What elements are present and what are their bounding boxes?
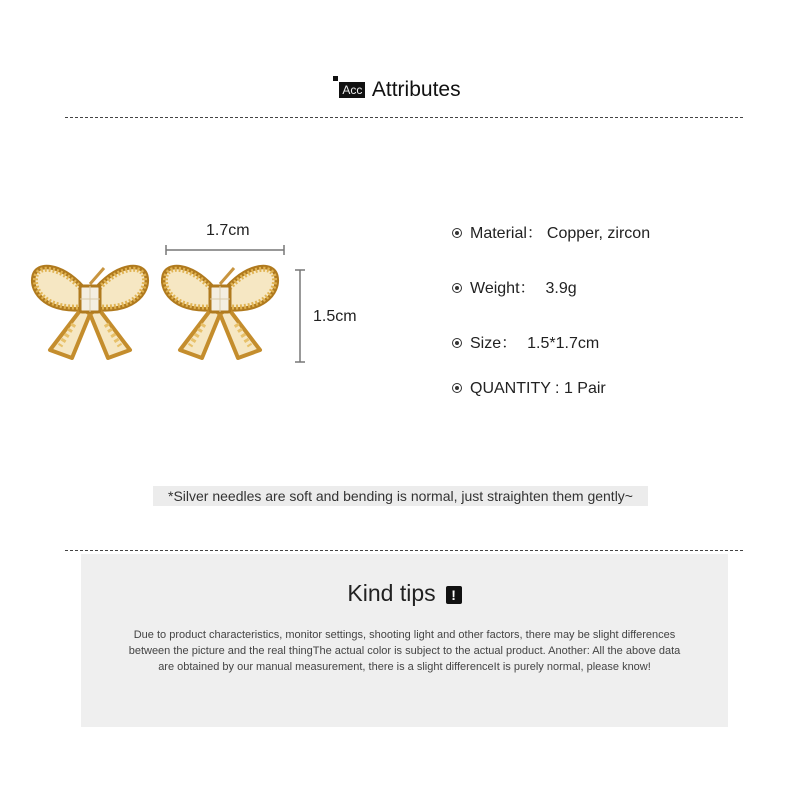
kind-tips-panel	[81, 554, 728, 727]
height-label: 1.5cm	[313, 308, 357, 325]
spec-size	[452, 330, 599, 353]
bullet-icon	[452, 283, 462, 293]
spec-value: 1.5*1.7cm	[527, 335, 600, 352]
middle-divider	[65, 550, 743, 551]
badge-text: Acc	[342, 83, 363, 97]
spec-label: Size：	[470, 335, 518, 352]
bullet-icon	[452, 228, 462, 238]
section-badge	[339, 82, 365, 98]
left-earring	[35, 268, 144, 358]
top-divider	[65, 117, 743, 118]
kind-tips-heading	[81, 580, 728, 607]
bullet-icon	[452, 338, 462, 348]
width-label: 1.7cm	[206, 222, 250, 239]
spec-label: QUANTITY :	[470, 380, 564, 397]
spec-weight	[452, 275, 577, 298]
height-measure-line	[295, 270, 305, 362]
kind-tips-body: Due to product characteristics, monitor settings, shooting light and other factors, there may be slight differences between the picture and the real thingThe actual color is subject to the actual product. Another: All the above data are obtained by our manual measurement, there is a slight differenceIt is purely normal, please know!	[128, 629, 681, 673]
right-earring	[165, 268, 274, 358]
needle-note: *Silver needles are soft and bending is normal, just straighten them gently~	[153, 486, 648, 506]
spec-label: Weight：	[470, 280, 536, 297]
spec-value: 1 Pair	[563, 380, 606, 397]
section-header	[0, 78, 800, 102]
warning-icon: !	[446, 586, 462, 604]
spec-label: Material：	[470, 225, 543, 242]
product-image	[30, 222, 370, 380]
spec-material	[452, 220, 650, 243]
spec-value: Copper, zircon	[546, 225, 651, 242]
width-measure-line	[166, 245, 284, 255]
kind-tips-title: Kind tips	[347, 580, 436, 606]
badge-dot	[333, 76, 338, 81]
section-title: Attributes	[371, 78, 461, 101]
spec-value: 3.9g	[545, 280, 577, 297]
bullet-icon	[452, 383, 462, 393]
spec-quantity	[452, 380, 606, 398]
